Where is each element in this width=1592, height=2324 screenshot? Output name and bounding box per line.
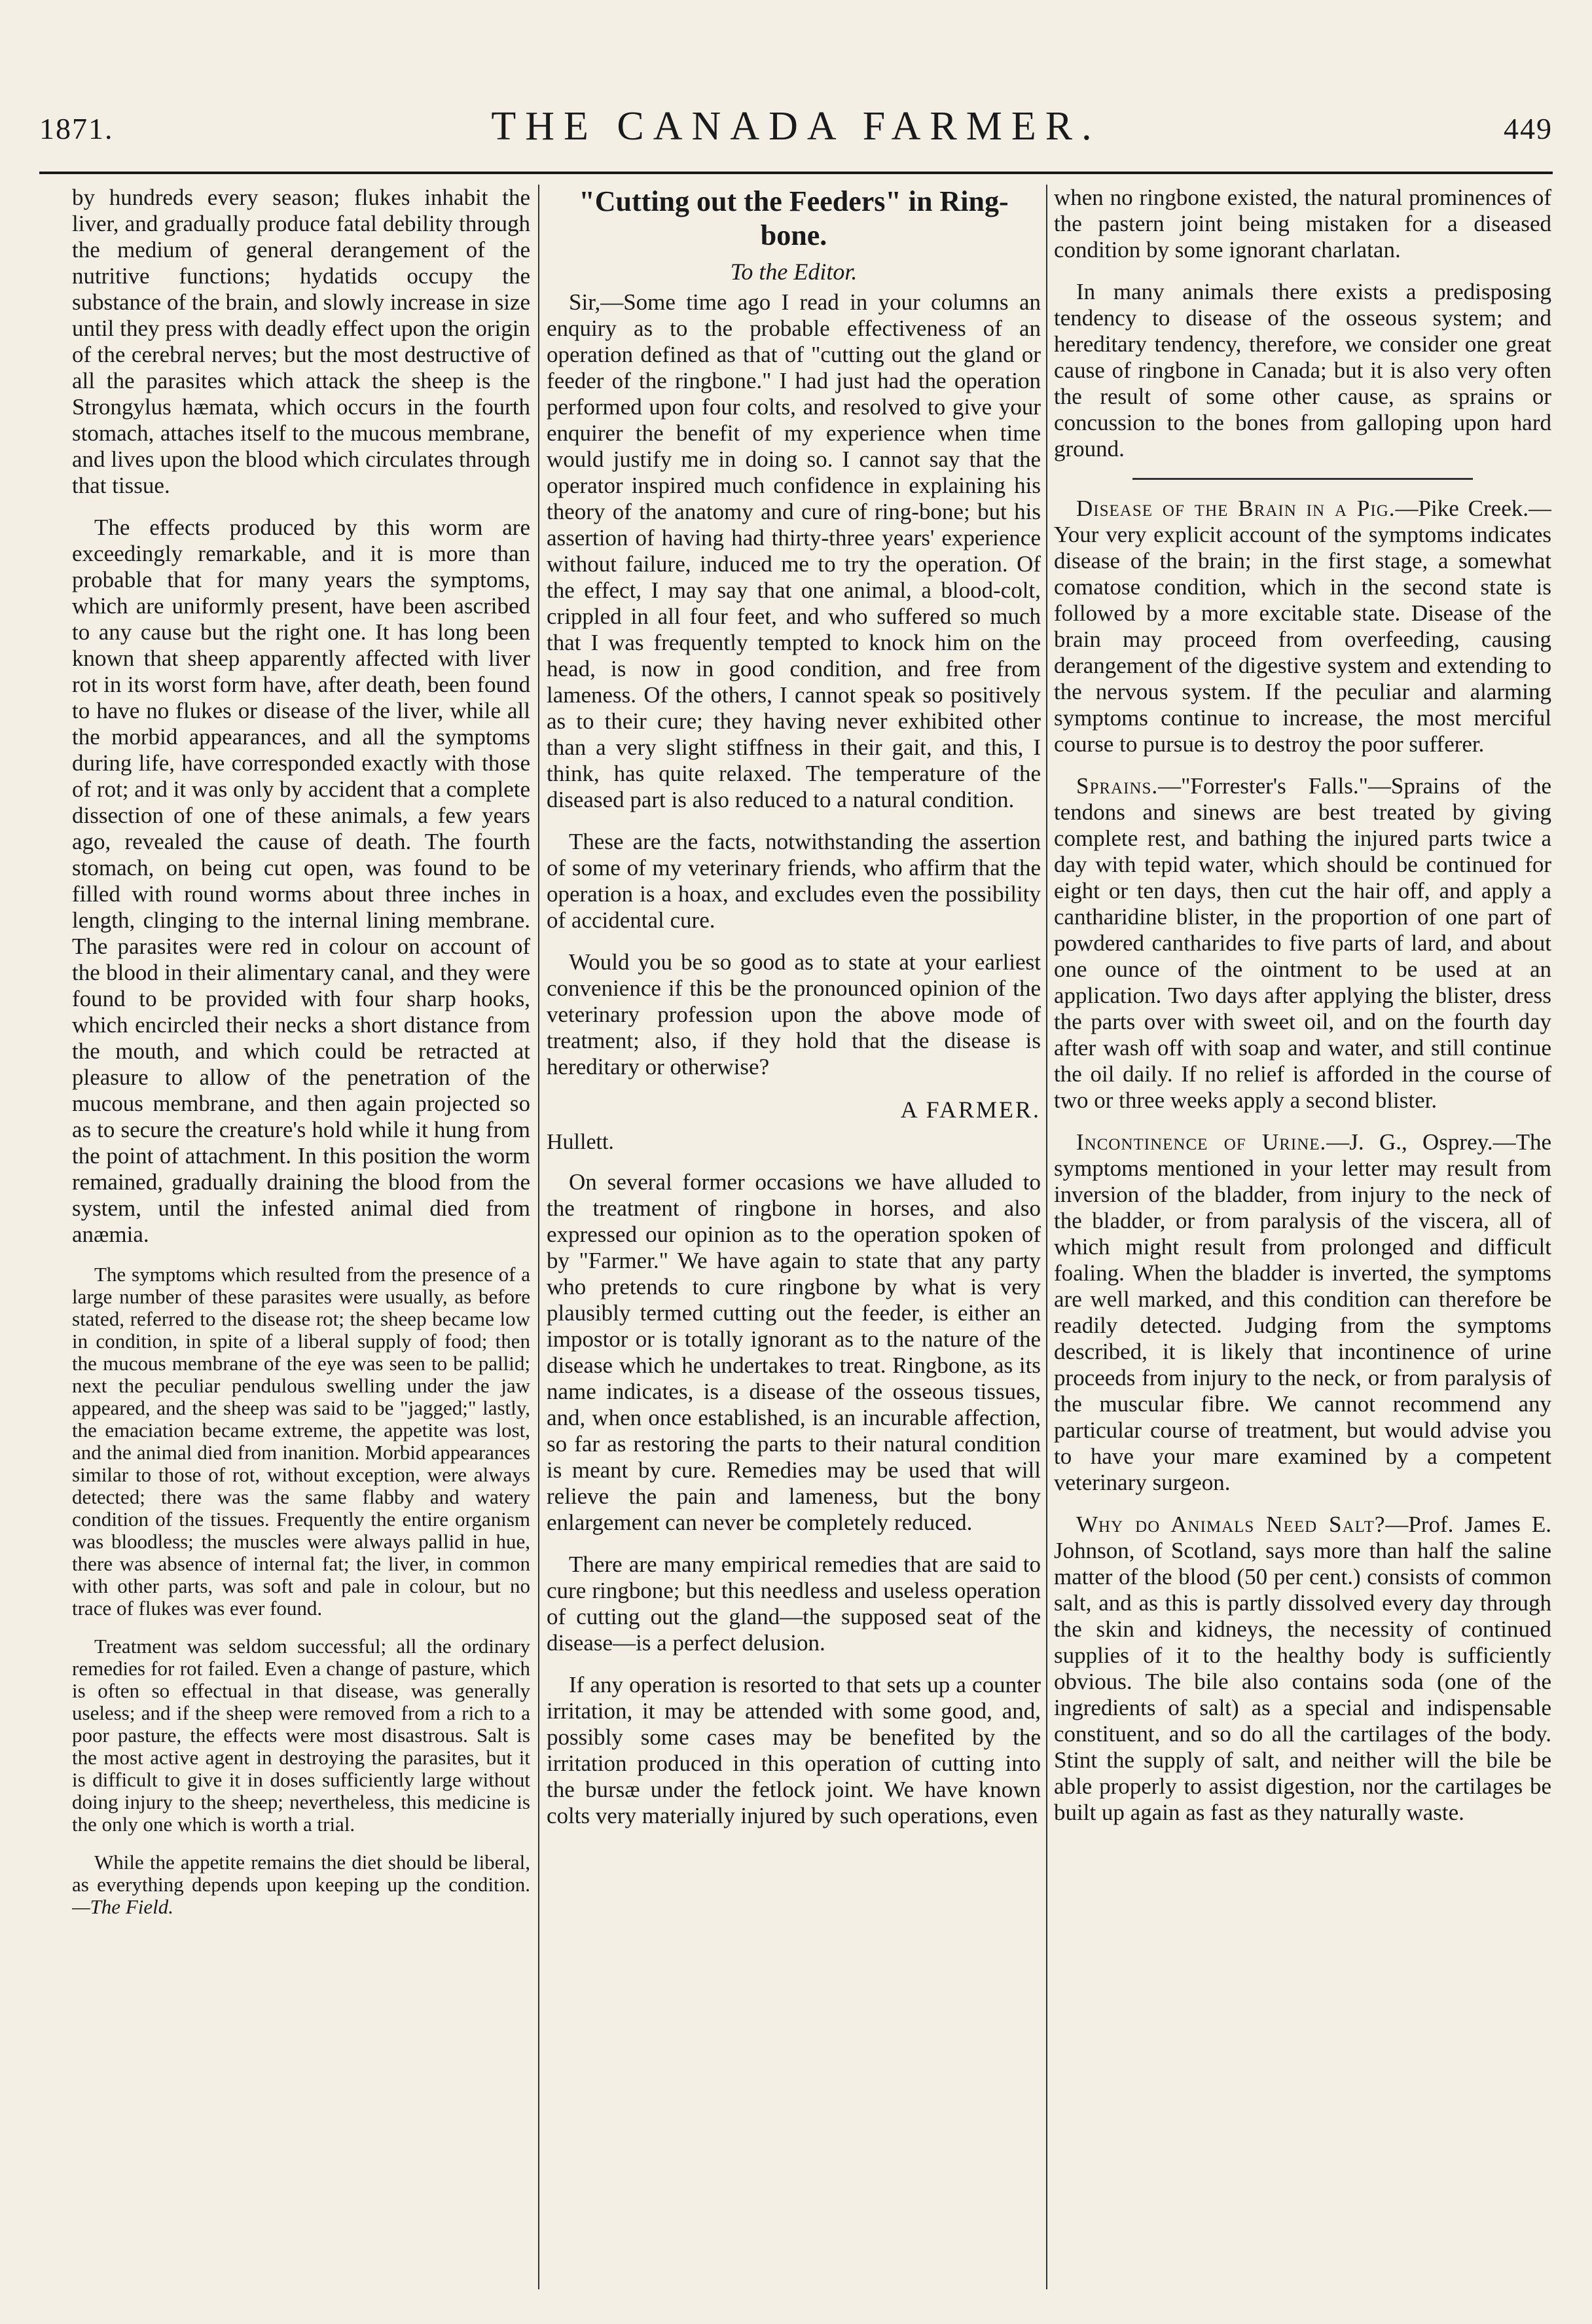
paragraph: There are many empirical remedies that are said to cure ringbone; but this needless and useless operation of cutting out the gland—the supposed seat of the disease—is a perfect delusion. xyxy=(547,1552,1041,1656)
paragraph xyxy=(72,1851,530,1918)
answer-sprains xyxy=(1054,773,1551,1114)
masthead-rule xyxy=(39,172,1553,174)
source-credit: —The Field. xyxy=(72,1895,173,1918)
paragraph: Would you be so good as to state at your earliest convenience if this be the pronounced opinion of the veterinary profession upon the above mode of treatment; also, if they hold that the disease is hereditary or otherwise? xyxy=(547,949,1041,1080)
letter-signature: A FARMER. xyxy=(900,1097,1041,1123)
answer-text: —J. G., Osprey.—The symptoms mentioned in your letter may result from inversion of the bladder, from injury to the neck of the bladder, or from paralysis of the viscera, all of which might result from prolonged and difficult foaling. When the bladder is inverted, the symptoms are well marked, and this condition can therefore be readily detected. Judging from the symptoms described, it is likely that incontinence of urine proceeds from injury to the neck, or from paralysis of the muscular fibre. We cannot recommend any particular course of treatment, but would advise you to have your mare examined by a competent veterinary surgeon. xyxy=(1054,1129,1551,1495)
column-3 xyxy=(1054,185,1551,2289)
answer-text: —"Forrester's Falls."—Sprains of the tendons and sinews are best treated by giving complete rest, and bathing the injured parts twice a day with tepid water, which should be continued for eight or ten days, then cut the hair off, and apply a cantharidine blister, in the proportion of one part of powdered cantharides to five parts of lard, and about one ounce of the ointment to be used at an application. Two days after applying the blister, dress the parts over with sweet oil, and on the fourth day after wash off with soap and water, and still continue the oil daily. If no relief is afforded in the course of two or three weeks apply a second blister. xyxy=(1054,773,1551,1113)
column-2 xyxy=(547,185,1041,2289)
column-1 xyxy=(72,185,530,2289)
masthead-title: THE CANADA FARMER. xyxy=(491,104,1101,149)
answer-brain-disease xyxy=(1054,496,1551,757)
answer-incontinence xyxy=(1054,1129,1551,1496)
paragraph: Sir,—Some time ago I read in your columns an enquiry as to the probable effectiveness of an operation defined as that of "cutting out the gland or feeder of the ringbone." I had just had the operation performed upon four colts, and resolved to give your enquirer the benefit of my experience when time would justify me in doing so. I cannot say that the operator inspired much confidence in explaining his theory of the anatomy and cure of ring-bone; but his assertion of having had thirty-three years' experience without failure, induced me to try the operation. Of the effect, I may say that one animal, a blood-colt, crippled in all four feet, and who suffered so much that I was frequently tempted to knock him on the head, is now in good condition, and free from lameness. Of the others, I cannot speak so positively as to their cure; they having never exhibited other than a very slight stiffness in their gait, and this, I think, has quite relaxed. The temperature of the diseased part is also reduced to a natural condition. xyxy=(547,289,1041,812)
answer-heading: Incontinence of Urine. xyxy=(1076,1129,1327,1155)
paragraph: Treatment was seldom successful; all the ordinary remedies for rot failed. Even a change of pasture, which is often so effectual in that disease, was generally useless; and if the sheep were removed from a rich to a poor pasture, the effects were most disastrous. Salt is the most active agent in destroying the parasites, but it is difficult to give it in doses sufficiently large without doing injury to the sheep; nevertheless, this medicine is the only one which is worth a trial. xyxy=(72,1635,530,1836)
salutation: To the Editor. xyxy=(730,259,858,285)
page-number: 449 xyxy=(1504,112,1553,145)
paragraph: In many animals there exists a predisposing tendency to disease of the osseous system; and hereditary tendency, therefore, we consider one great cause of ringbone in Canada; but it is also very often the result of some other cause, as sprains or concussion to the bones from galloping upon hard ground. xyxy=(1054,279,1551,462)
letter-place: Hullett. xyxy=(547,1130,614,1154)
answer-salt xyxy=(1054,1512,1551,1826)
paragraph: On several former occasions we have alluded to the treatment of ringbone in horses, and also expressed our opinion as to the operation spoken of by "Farmer." We have again to state that any party who pretends to cure ringbone by what is very plausibly termed cutting out the feeder, is either an impostor or is totally ignorant as to the nature of the disease which he undertakes to treat. Ringbone, as its name indicates, is a disease of the osseous tissues, and, when once established, is an incurable affection, so far as restoring the parts to their natural condition is meant by cure. Remedies may be used that will relieve the pain and lameness, but the bony enlargement can never be completely reduced. xyxy=(547,1169,1041,1535)
column-divider xyxy=(538,185,539,2289)
paragraph: by hundreds every season; flukes inhabit the liver, and gradually produce fatal debility through the medium of general derangement of the nutritive functions; hydatids occupy the substance of the brain, and slowly increase in size until they press with deadly effect upon the origin of the cerebral nerves; but the most destructive of all the parasites which attack the sheep is the Strongylus hæmata, which occurs in the fourth stomach, attaches itself to the mucous membrane, and lives upon the blood which circulates through that tissue. xyxy=(72,185,530,498)
masthead xyxy=(39,98,1553,157)
answer-text: —Pike Creek.—Your very explicit account of the symptoms indicates disease of the brain; in the first stage, a somewhat comatose condition, which in the second state is followed by a more excitable state. Disease of the brain may proceed from overfeeding, causing derangement of the digestive system and extending to the nervous system. If the peculiar and alarming symptoms continue to increase, the most merciful course to pursue is to destroy the poor sufferer. xyxy=(1054,496,1551,757)
column-divider xyxy=(1046,185,1047,2289)
answer-text: —Prof. James E. Johnson, of Scotland, says more than half the saline matter of the blood (50 per cent.) consists of common salt, and as this is partly dissolved every day through the skin and kidneys, the necessity of continued supplies of it to the healthy body is sufficiently obvious. The bile also contains soda (one of the ingredients of salt) as a special and indispensable constituent, and so do all the cartilages of the body. Stint the supply of salt, and neither will the bile be able properly to assist digestion, nor the cartilages be built up again as fast as they naturally waste. xyxy=(1054,1512,1551,1825)
paragraph-text: While the appetite remains the diet should be liberal, as everything depends upon keeping up the condition. xyxy=(72,1851,530,1896)
answer-heading: Disease of the Brain in a Pig. xyxy=(1076,496,1396,521)
article-title: "Cutting out the Feeders" in Ring-bone. xyxy=(579,185,1009,251)
paragraph: These are the facts, notwithstanding the assertion of some of my veterinary friends, who affirm that the operation is a hoax, and excludes even the possibility of accidental cure. xyxy=(547,829,1041,933)
paragraph: when no ringbone existed, the natural prominences of the pastern joint being mistaken for a diseased condition by some ignorant charlatan. xyxy=(1054,185,1551,263)
masthead-year: 1871. xyxy=(39,112,114,145)
answer-heading: Sprains. xyxy=(1076,773,1159,799)
paragraph: The symptoms which resulted from the presence of a large number of these parasites were usually, as before stated, referred to the disease rot; the sheep became low in condition, in spite of a liberal supply of food; then the mucous membrane of the eye was seen to be pallid; next the peculiar pendulous swelling under the jaw appeared, and the sheep was said to be "jagged;" lastly, the emaciation became extreme, the appetite was lost, and the animal died from inanition. Morbid appearances similar to those of rot, without exception, were always detected; there was the same flabby and watery condition of the tissues. Frequently the entire organism was bloodless; the muscles were always pallid in hue, there was absence of internal fat; the liver, in common with other parts, was soft and pale in colour, but no trace of flukes was ever found. xyxy=(72,1263,530,1620)
section-separator xyxy=(1132,478,1473,480)
paragraph: The effects produced by this worm are exceedingly remarkable, and it is more than probable that for many years the symptoms, which are uniformly present, have been ascribed to any cause but the right one. It has long been known that sheep apparently affected with liver rot in its worst form have, after death, been found to have no flukes or disease of the liver, while all the morbid appearances, and all the symptoms during life, have corresponded exactly with those of rot; and it was only by accident that a complete dissection of one of these animals, a few years ago, revealed the cause of death. The fourth stomach, on being cut open, was found to be filled with round worms about three inches in length, clinging to the internal lining membrane. The parasites were red in colour on account of the blood in their alimentary canal, and they were found to be provided with four sharp hooks, which encircled their necks a short distance from the mouth, and which could be retracted at pleasure to allow of the penetration of the mucous membrane, and then again projected so as to secure the creature's hold while it hung from the point of attachment. In this position the worm remained, gradually draining the blood from the system, until the infested animal died from anæmia. xyxy=(72,515,530,1247)
answer-heading: Why do Animals Need Salt? xyxy=(1076,1512,1386,1537)
paragraph: If any operation is resorted to that sets up a counter irritation, it may be attended with some good, and, possibly some cases may be benefited by the irritation produced in this operation of cutting into the bursæ under the fetlock joint. We have known colts very materially injured by such operations, even xyxy=(547,1672,1041,1828)
